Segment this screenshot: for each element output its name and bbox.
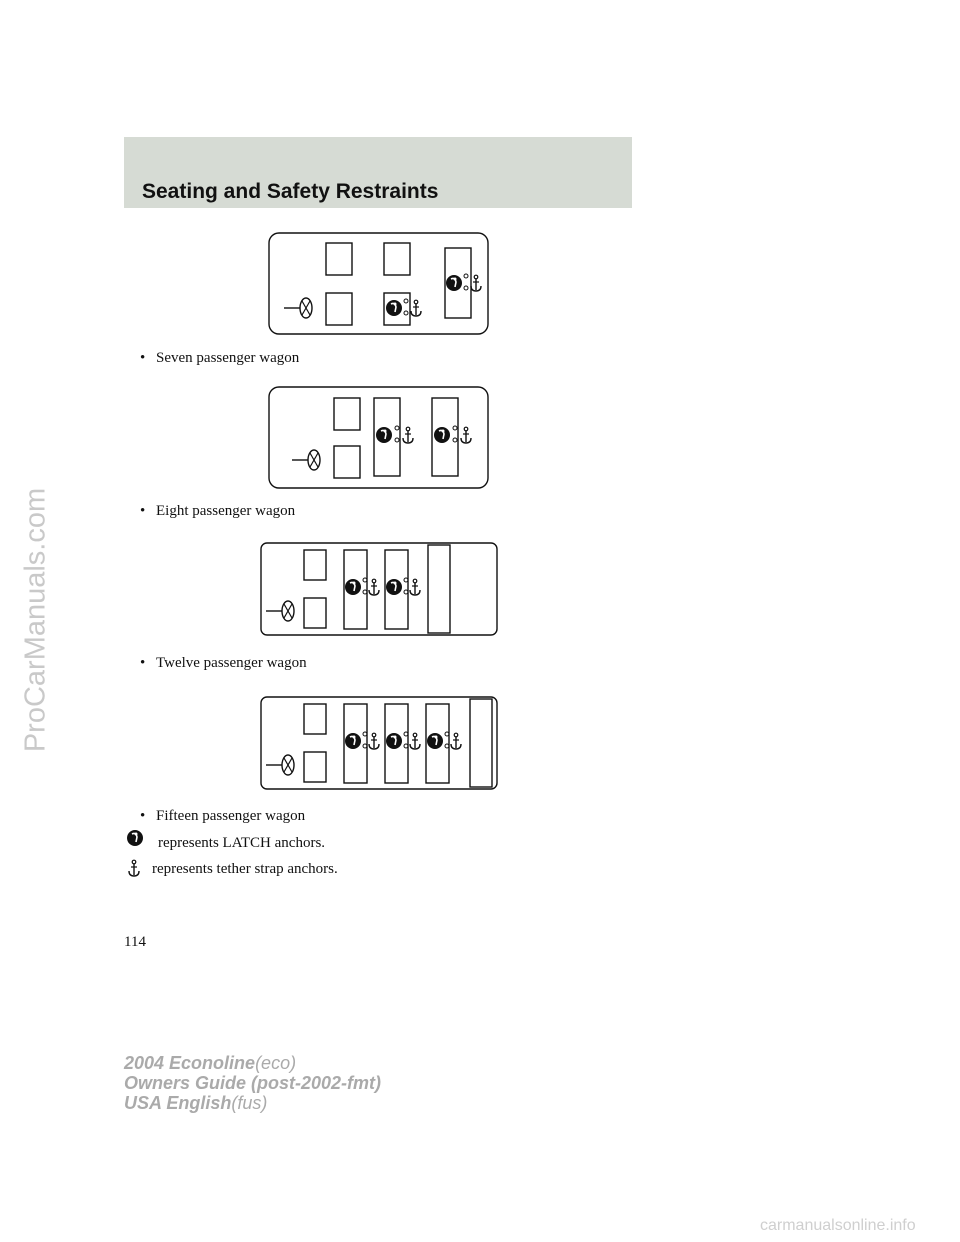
seating-diagram-twelve-passenger: [260, 542, 500, 638]
bullet-text: Fifteen passenger wagon: [156, 808, 306, 824]
side-watermark-text: ProCarManuals.com: [19, 487, 52, 753]
seating-diagram-fifteen-passenger: [260, 696, 500, 792]
side-watermark: [6, 420, 66, 820]
document-footer: [124, 1053, 381, 1113]
footer-guide: Owners Guide (post-2002-fmt): [124, 1073, 382, 1093]
bullet-item: [140, 503, 295, 520]
tether-anchor-icon: [124, 856, 148, 880]
bullet-text: Eight passenger wagon: [156, 503, 296, 519]
bullet-text: Twelve passenger wagon: [156, 655, 307, 671]
bullet-marker: •: [140, 350, 146, 366]
bullet-item: [140, 655, 307, 672]
bullet-marker: •: [140, 808, 146, 824]
legend-latch: represents LATCH anchors.: [158, 835, 326, 851]
footer-language-code: (fus): [231, 1093, 268, 1113]
bullet-marker: •: [140, 503, 146, 519]
page-number: 114: [124, 934, 146, 950]
section-header: [124, 137, 632, 208]
seating-diagram-eight-passenger: [268, 386, 490, 490]
bullet-item: [140, 350, 299, 367]
bullet-text: Seven passenger wagon: [156, 350, 300, 366]
footer-language: USA English: [124, 1093, 232, 1113]
seating-diagram-seven-passenger: [268, 232, 490, 336]
footer-model: 2004 Econoline: [124, 1053, 256, 1073]
bottom-watermark: carmanualsonline.info: [760, 1217, 916, 1234]
bullet-item: [140, 808, 305, 825]
footer-model-code: (eco): [255, 1053, 297, 1073]
bullet-marker: •: [140, 655, 146, 671]
legend-tether: represents tether strap anchors.: [152, 861, 338, 877]
latch-anchor-icon: [124, 826, 148, 850]
section-title: Seating and Safety Restraints: [142, 180, 439, 203]
